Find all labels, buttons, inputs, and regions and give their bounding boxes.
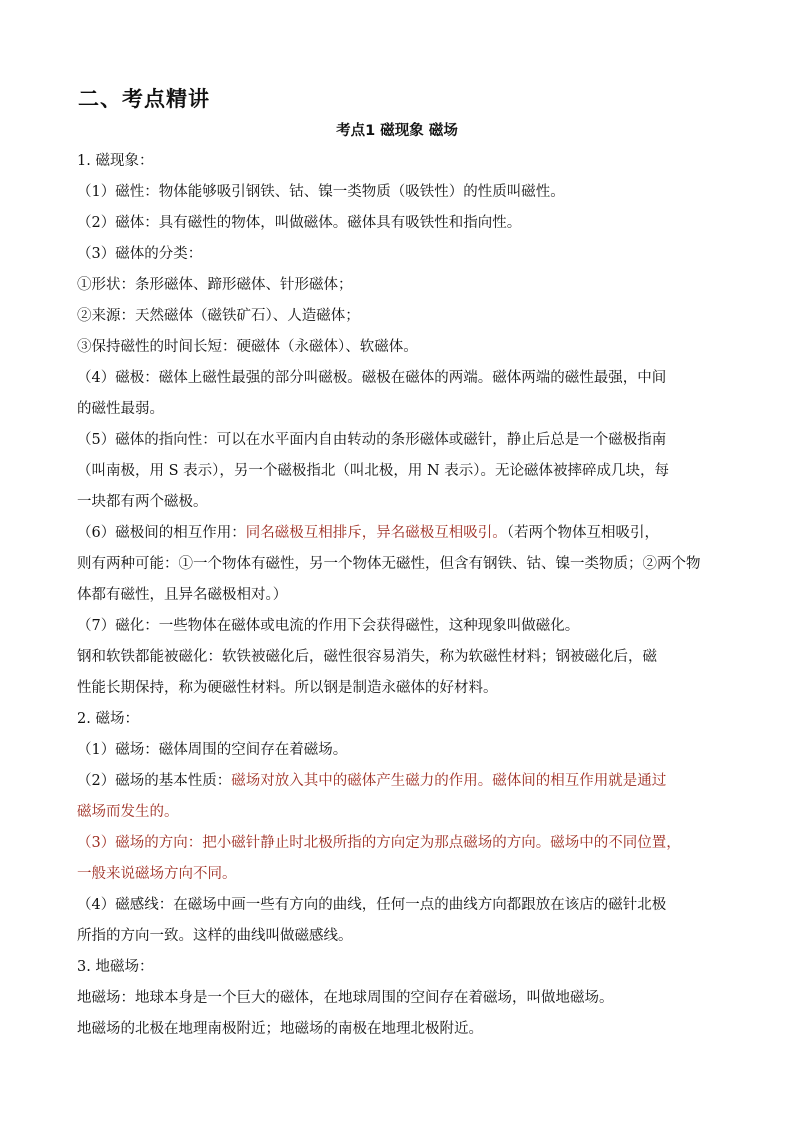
- text-segment: （2）磁场的基本性质：: [77, 773, 232, 789]
- highlight-text: 同名磁极互相排斥，异名磁极互相吸引。: [245, 525, 507, 541]
- text-line: [77, 770, 722, 792]
- text-line: （4）磁极：磁体上磁性最强的部分叫磁极。磁极在磁体的两端。磁体两端的磁性最强，中间: [77, 370, 667, 386]
- text-line: （1）磁场：磁体周围的空间存在着磁场。: [77, 742, 348, 758]
- text-line: （叫南极，用 S 表示），另一个磁极指北（叫北极，用 N 表示）。无论磁体被摔碎成几块，每: [77, 463, 670, 479]
- item-heading-magnetic-phenomena: 1. 磁现象：: [77, 153, 154, 169]
- text-line: [77, 522, 722, 544]
- highlight-text: （3）磁场的方向：把小磁针静止时北极所指的方向定为那点磁场的方向。磁场中的不同位置，: [77, 835, 681, 851]
- text-line: 钢和软铁都能被磁化：软铁被磁化后，磁性很容易消失，称为软磁性材料；钢被磁化后，磁: [77, 649, 657, 665]
- text-line: ①形状：条形磁体、蹄形磁体、针形磁体；: [77, 277, 353, 293]
- text-segment: （6）磁极间的相互作用：: [77, 525, 246, 541]
- text-line: 则有两种可能：①一个物体有磁性，另一个物体无磁性，但含有钢铁、钴、镍一类物质；②两个物: [77, 556, 701, 572]
- text-line: 所指的方向一致。这样的曲线叫做磁感线。: [77, 928, 353, 944]
- text-line: （7）磁化：一些物体在磁体或电流的作用下会获得磁性，这种现象叫做磁化。: [77, 618, 580, 634]
- text-line: 地磁场的北极在地理南极附近；地磁场的南极在地理北极附近。: [77, 1021, 483, 1037]
- text-line: 性能长期保持，称为硬磁性材料。所以钢是制造永磁体的好材料。: [77, 680, 498, 696]
- text-line: （2）磁体：具有磁性的物体，叫做磁体。磁体具有吸铁性和指向性。: [77, 215, 522, 231]
- text-line: ②来源：天然磁体（磁铁矿石）、人造磁体；: [77, 308, 360, 324]
- highlight-text: 磁场而发生的。: [77, 804, 179, 820]
- highlight-text: 磁场对放入其中的磁体产生磁力的作用。磁体间的相互作用就是通过: [231, 773, 667, 789]
- item-heading-magnetic-field: 2. 磁场：: [77, 711, 139, 727]
- text-line: （3）磁体的分类：: [77, 246, 203, 262]
- text-line: 地磁场：地球本身是一个巨大的磁体，在地球周围的空间存在着磁场，叫做地磁场。: [77, 990, 614, 1006]
- text-line: 体都有磁性，且异名磁极相对。）: [77, 587, 288, 603]
- section-heading: 二、考点精讲: [78, 87, 210, 111]
- topic-title: 考点1 磁现象 磁场: [336, 123, 458, 139]
- text-segment: （若两个物体互相吸引，: [506, 525, 659, 541]
- text-line: （4）磁感线：在磁场中画一些有方向的曲线，任何一点的曲线方向都跟放在该店的磁针北极: [77, 897, 667, 913]
- text-line: 的磁性最弱。: [77, 401, 164, 417]
- text-line: （1）磁性：物体能够吸引钢铁、钴、镍一类物质（吸铁性）的性质叫磁性。: [77, 184, 565, 200]
- text-line: 一块都有两个磁极。: [77, 494, 208, 510]
- text-line: （5）磁体的指向性：可以在水平面内自由转动的条形磁体或磁针，静止后总是一个磁极指南: [77, 432, 667, 448]
- text-line: ③保持磁性的时间长短：硬磁体（永磁体）、软磁体。: [77, 339, 418, 355]
- highlight-text: 一般来说磁场方向不同。: [77, 866, 237, 882]
- item-heading-geomagnetic-field: 3. 地磁场：: [77, 959, 154, 975]
